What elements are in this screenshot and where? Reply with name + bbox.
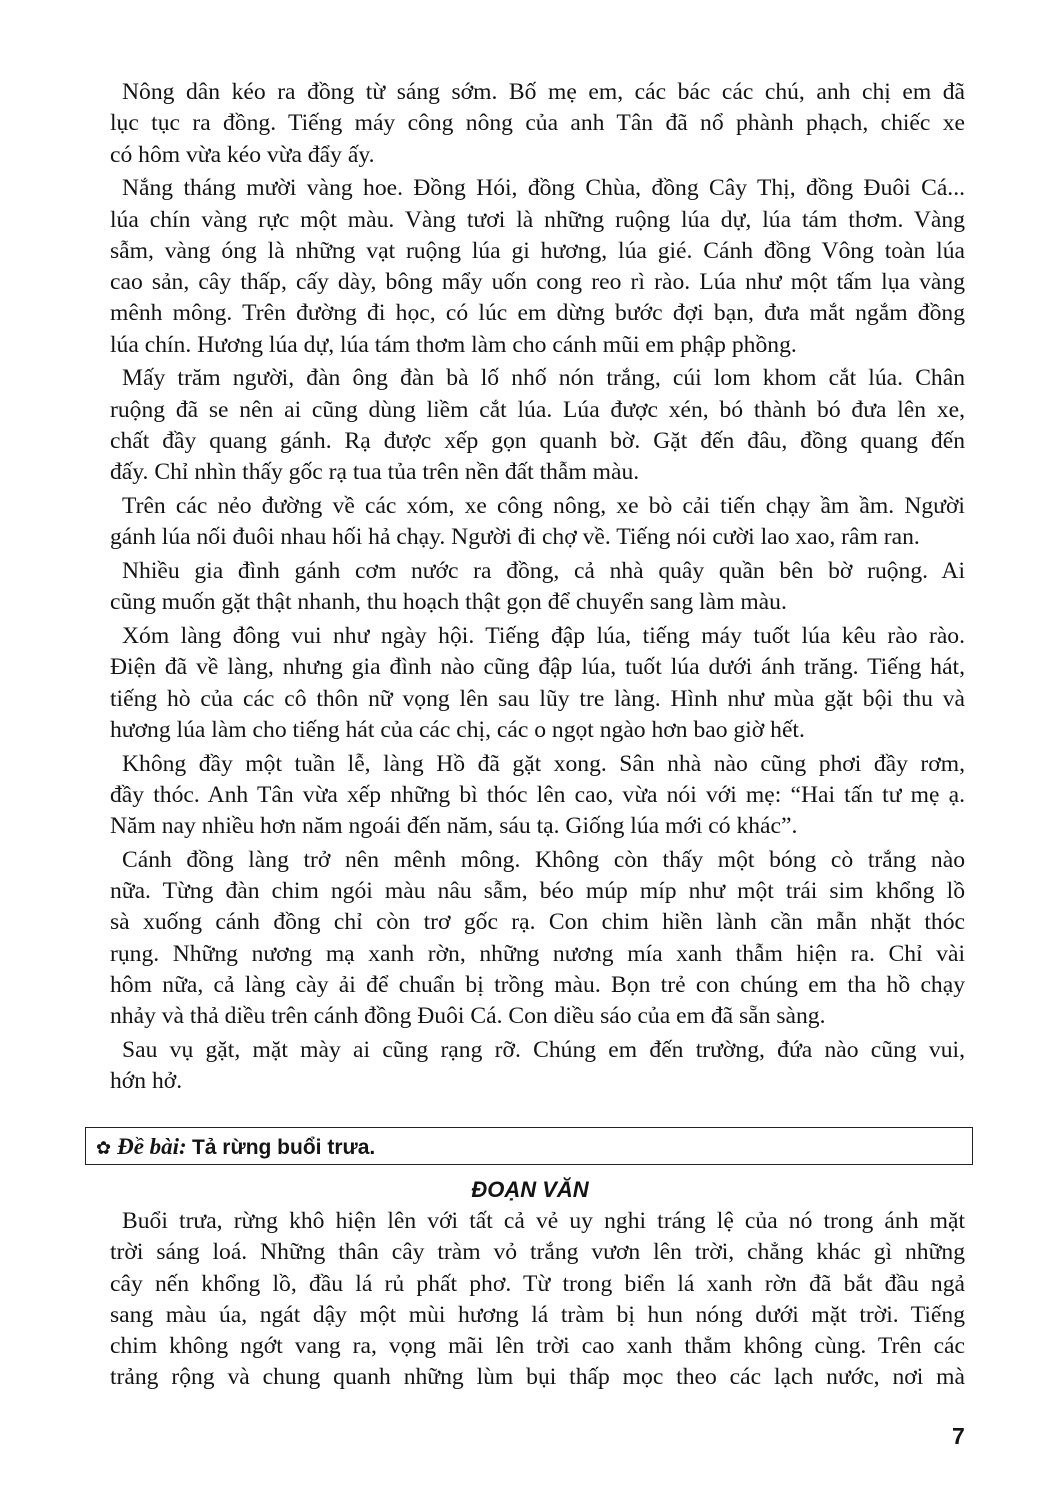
text-line: lúa chín. Hương lúa dự, lúa tám thơm làm cho cánh mũi em phập phồng. <box>110 331 797 358</box>
text-line: Không đầy một tuần lễ, làng Hồ đã gặt xong. Sân nhà nào cũng phơi đầy rơm, <box>122 750 965 777</box>
text-line: sà xuống cánh đồng chỉ còn trơ gốc rạ. Con chim hiền lành cần mẫn nhặt thóc <box>110 909 965 936</box>
section-heading: ĐOẠN VĂN <box>471 1177 589 1202</box>
text-line: Nhiều gia đình gánh cơm nước ra đồng, cả nhà quây quần bên bờ ruộng. Ai <box>122 558 965 585</box>
paragraph <box>110 845 965 1033</box>
paragraph <box>110 1206 965 1394</box>
text-line: trời sáng loá. Những thân cây tràm vỏ trắng vươn lên trời, chẳng khác gì những <box>110 1239 965 1266</box>
text-line: gánh lúa nối đuôi nhau hối hả chạy. Người đi chợ về. Tiếng nói cười lao xao, râm ran. <box>110 524 920 551</box>
essay-section-2 <box>110 1206 965 1396</box>
text-line: đầy thóc. Anh Tân vừa xếp những bì thóc lên cao, vừa nói với mẹ: “Hai tấn tư mẹ ạ. <box>110 781 965 808</box>
text-line: chim không ngớt vang ra, vọng mãi lên trời cao xanh thẳm không cùng. Trên các <box>110 1333 965 1360</box>
text-line: ruộng đã se nên ai cũng dùng liềm cắt lúa. Lúa được xén, bó thành bó đưa lên xe, <box>110 396 965 423</box>
text-line: trảng rộng và chung quanh những lùm bụi thấp mọc theo các lạch nước, nơi mà <box>110 1364 965 1391</box>
assignment-topic: Tả rừng buổi trưa. <box>191 1136 376 1159</box>
text-line: sang màu úa, ngát dậy một mùi hương lá tràm bị hun nóng dưới mặt trời. Tiếng <box>110 1301 965 1328</box>
text-line: nữa. Từng đàn chim ngói màu nâu sẫm, béo múp míp như một trái sim khổng lồ <box>110 878 965 905</box>
text-line: tiếng hò của các cô thôn nữ vọng lên sau lũy tre làng. Hình như mùa gặt bội thu và <box>110 685 965 712</box>
text-line: có hôm vừa kéo vừa đẩy ấy. <box>110 141 375 168</box>
page-number: 7 <box>952 1423 965 1449</box>
paragraph <box>110 491 965 554</box>
text-line: chất đầy quang gánh. Rạ được xếp gọn quanh bờ. Gặt đến đâu, đồng quang đến <box>110 428 965 455</box>
text-line: Điện đã về làng, nhưng gia đình nào cũng đập lúa, tuốt lúa dưới ánh trăng. Tiếng hát, <box>110 654 965 681</box>
text-line: đấy. Chỉ nhìn thấy gốc rạ tua tủa trên nền đất thẫm màu. <box>110 459 640 486</box>
text-line: hương lúa làm cho tiếng hát của các chị, các o ngọt ngào hơn bao giờ hết. <box>110 716 805 743</box>
text-line: hôm nữa, cả làng cày ải để chuẩn bị trồng màu. Bọn trẻ con chúng em tha hồ chạy <box>110 972 965 999</box>
text-line: hớn hở. <box>110 1068 183 1095</box>
text-line: cây nến khổng lồ, đầu lá rủ phất phơ. Từ trong biển lá xanh rờn đã bắt đầu ngả <box>110 1270 965 1297</box>
text-line: Cánh đồng làng trở nên mênh mông. Không còn thấy một bóng cò trắng nào <box>122 846 965 873</box>
text-line: cao sản, cây thấp, cấy dày, bông mẩy uốn cong reo rì rào. Lúa như một tấm lụa vàng <box>110 269 965 296</box>
paragraph <box>110 556 965 619</box>
text-line: Sau vụ gặt, mặt mày ai cũng rạng rỡ. Chúng em đến trường, đứa nào cũng vui, <box>122 1037 965 1064</box>
text-line: nhảy và thả diều trên cánh đồng Đuôi Cá. Con diều sáo của em đã sẵn sàng. <box>110 1003 826 1030</box>
text-line: Buổi trưa, rừng khô hiện lên với tất cả vẻ uy nghi tráng lệ của nó trong ánh mặt <box>122 1208 965 1234</box>
paragraph <box>110 77 965 171</box>
text-line: mênh mông. Trên đường đi học, có lúc em dừng bước đợi bạn, đưa mắt ngắm đồng <box>110 300 965 327</box>
text-line: Nắng tháng mười vàng hoe. Đồng Hói, đồng Chùa, đồng Cây Thị, đồng Đuôi Cá... <box>122 175 965 202</box>
text-line: rụng. Những nương mạ xanh rờn, những nương mía xanh thẫm hiện ra. Chỉ vài <box>110 940 965 967</box>
text-line: sẫm, vàng óng là những vạt ruộng lúa gi hương, lúa gié. Cánh đồng Vông toàn lúa <box>110 237 965 264</box>
text-line: Năm nay nhiều hơn năm ngoái đến năm, sáu tạ. Giống lúa mới có khác”. <box>110 813 798 840</box>
paragraph <box>110 173 965 361</box>
text-line: Mấy trăm người, đàn ông đàn bà lố nhố nón trắng, cúi lom khom cắt lúa. Chân <box>122 365 965 392</box>
assignment-label: Đề bài: <box>117 1134 187 1159</box>
text-line: lúa chín vàng rực một màu. Vàng tươi là những ruộng lúa dự, lúa tám thơm. Vàng <box>110 206 965 233</box>
text-line: lục tục ra đồng. Tiếng máy công nông của anh Tân đã nổ phành phạch, chiếc xe <box>110 110 965 137</box>
paragraph <box>110 363 965 488</box>
text-line: Nông dân kéo ra đồng từ sáng sớm. Bố mẹ em, các bác các chú, anh chị em đã <box>122 79 965 105</box>
assignment-box <box>85 1127 973 1165</box>
paragraph <box>110 1035 965 1098</box>
paragraph <box>110 621 965 746</box>
paragraph <box>110 749 965 843</box>
essay-section-1 <box>110 77 965 1100</box>
text-line: Trên các nẻo đường về các xóm, xe công nông, xe bò cải tiến chạy ầm ầm. Người <box>122 493 965 520</box>
flower-icon: ✿ <box>96 1138 112 1159</box>
text-line: Xóm làng đông vui như ngày hội. Tiếng đập lúa, tiếng máy tuốt lúa kêu rào rào. <box>122 623 965 649</box>
text-line: cũng muốn gặt thật nhanh, thu hoạch thật gọn để chuyển sang làm màu. <box>110 589 787 616</box>
